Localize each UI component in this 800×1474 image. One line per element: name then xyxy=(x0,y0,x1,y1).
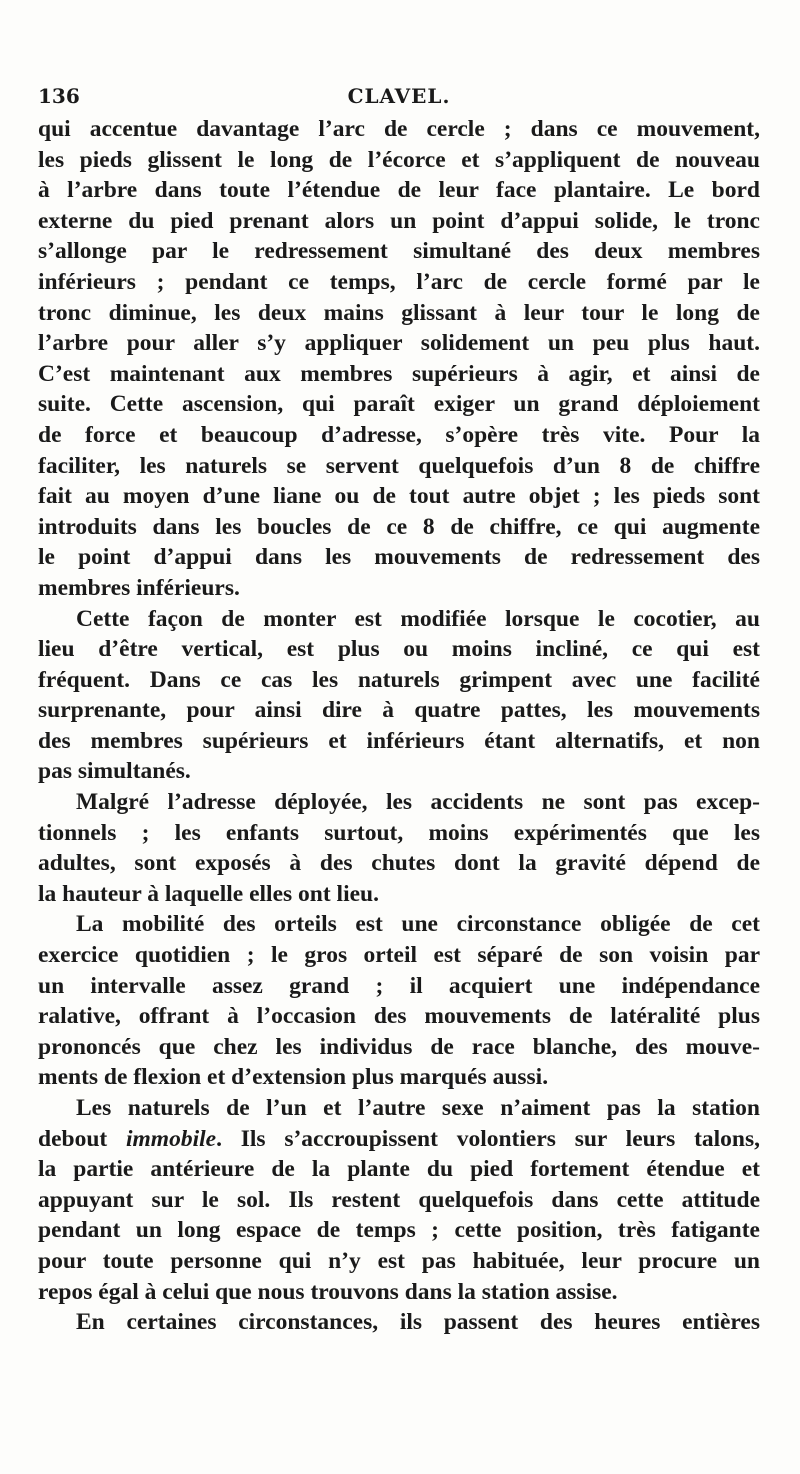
text-segment: debout xyxy=(38,1125,126,1152)
text-line: les pieds glissent le long de l’écorce et s’appliquent de nouveau xyxy=(38,146,760,173)
text-line: qui accentue davantage l’arc de cercle ; dans ce mouvement, xyxy=(38,116,760,142)
text-line: Les naturels de l’un et l’autre sexe n’aiment pas la station xyxy=(76,1095,760,1121)
text-segment: . Ils s’accroupissent volontiers sur leurs talons, xyxy=(216,1125,761,1152)
text-line: l’arbre pour aller s’y appliquer solidement un peu plus haut. xyxy=(38,330,760,357)
text-line: le point d’appui dans les mouvements de redressement des xyxy=(38,544,760,571)
text-line: ralative, offrant à l’occasion des mouvements de latéralité plus xyxy=(38,1003,760,1030)
text-line: faciliter, les naturels se servent quelquefois d’un 8 de chiffre xyxy=(38,452,760,479)
text-line: surprenante, pour ainsi dire à quatre pattes, les mouvements xyxy=(38,697,760,724)
text-line: fréquent. Dans ce cas les naturels grimpent avec une facilité xyxy=(38,666,760,693)
text-line: la hauteur à laquelle elles ont lieu. xyxy=(38,880,379,907)
running-head: CLAVEL. xyxy=(347,84,451,108)
text-line: En certaines circonstances, ils passent des heures entières xyxy=(76,1309,760,1336)
text-line: C’est maintenant aux membres supérieurs à agir, et ainsi de xyxy=(38,360,760,387)
text-line: un intervalle assez grand ; il acquiert une indépendance xyxy=(38,972,760,999)
text-line: s’allonge par le redressement simultané des deux membres xyxy=(38,238,760,265)
text-line: adultes, sont exposés à des chutes dont la gravité dépend de xyxy=(38,850,760,877)
text-line: La mobilité des orteils est une circonstance obligée de cet xyxy=(76,911,760,938)
text-line xyxy=(38,1124,760,1155)
text-line: tionnels ; les enfants surtout, moins expérimentés que les xyxy=(38,819,760,846)
italic-word: immobile xyxy=(126,1125,217,1152)
text-line: des membres supérieurs et inférieurs étant alternatifs, et non xyxy=(38,727,760,754)
text-line: repos égal à celui que nous trouvons dans la station assise. xyxy=(38,1278,618,1305)
text-line: à l’arbre dans toute l’étendue de leur face plantaire. Le bord xyxy=(38,177,760,204)
text-line: Cette façon de monter est modifiée lorsque le cocotier, au xyxy=(76,605,760,632)
text-line: suite. Cette ascension, qui paraît exiger un grand déploiement xyxy=(38,391,760,418)
page-number: 136 xyxy=(38,84,80,108)
text-line: pour toute personne qui n’y est pas habituée, leur procure un xyxy=(38,1247,760,1274)
text-line: ments de flexion et d’extension plus marqués aussi. xyxy=(38,1064,549,1091)
text-line: externe du pied prenant alors un point d’appui solide, le tronc xyxy=(38,207,760,234)
text-line: introduits dans les boucles de ce 8 de chiffre, ce qui augmente xyxy=(38,513,760,540)
text-line: lieu d’être vertical, est plus ou moins incliné, ce qui est xyxy=(38,636,760,663)
text-line: pas simultanés. xyxy=(38,758,191,785)
text-line: appuyant sur le sol. Ils restent quelquefois dans cette attitude xyxy=(38,1186,760,1213)
text-line: Malgré l’adresse déployée, les accidents ne sont pas excep- xyxy=(76,789,760,816)
text-line: inférieurs ; pendant ce temps, l’arc de cercle formé par le xyxy=(38,268,760,295)
text-line: tronc diminue, les deux mains glissant à leur tour le long de xyxy=(38,299,760,326)
page-header xyxy=(38,84,760,114)
body-text xyxy=(38,114,760,1338)
text-line: prononcés que chez les individus de race blanche, des mouve- xyxy=(38,1033,760,1060)
text-line: pendant un long espace de temps ; cette position, très fatigante xyxy=(38,1217,760,1244)
text-line: de force et beaucoup d’adresse, s’opère très vite. Pour la xyxy=(38,421,760,448)
text-line: la partie antérieure de la plante du pied fortement étendue et xyxy=(38,1156,760,1183)
text-line: exercice quotidien ; le gros orteil est séparé de son voisin par xyxy=(38,942,760,969)
text-line: fait au moyen d’une liane ou de tout autre objet ; les pieds sont xyxy=(38,483,760,510)
text-line: membres inférieurs. xyxy=(38,574,240,601)
